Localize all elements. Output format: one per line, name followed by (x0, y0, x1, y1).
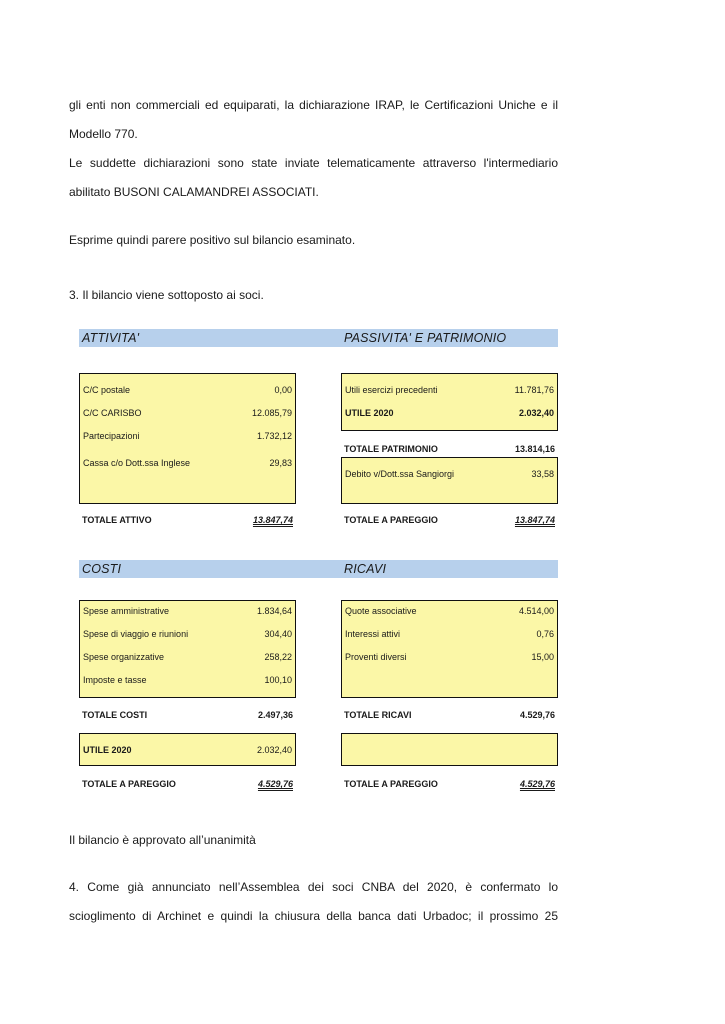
profit-label: UTILE 2020 (83, 745, 132, 755)
cost-value: 100,10 (264, 675, 292, 685)
liabilities-header: PASSIVITA' E PATRIMONIO (344, 331, 507, 345)
equity-value: 2.032,40 (518, 408, 554, 418)
liability-label: Debito v/Dott.ssa Sangiorgi (345, 469, 455, 479)
cost-label: Spese amministrative (83, 606, 170, 616)
paragraph-line: Modello 770. (69, 127, 138, 141)
total-revenues-value: 4.529,76 (519, 710, 555, 720)
equity-label: Utili esercizi precedenti (345, 385, 438, 395)
revenue-label: Quote associative (345, 606, 417, 616)
total-costs-label: TOTALE COSTI (82, 710, 148, 720)
revenues-header: RICAVI (344, 562, 387, 576)
asset-value: 29,83 (269, 458, 292, 468)
asset-label: C/C postale (83, 385, 131, 395)
paragraph-line: abilitato BUSONI CALAMANDREI ASSOCIATI. (69, 185, 319, 199)
asset-label: C/C CARISBO (83, 408, 142, 418)
asset-label: Partecipazioni (83, 431, 140, 441)
right-balance-label: TOTALE A PAREGGIO (344, 779, 438, 789)
asset-value: 1.732,12 (256, 431, 292, 441)
total-equity-value: 13.814,16 (514, 444, 555, 454)
paragraph-line: 4. Come già annunciato nell’Assemblea dei soci CNBA del 2020, è confermato lo (69, 880, 558, 894)
cost-value: 1.834,64 (256, 606, 292, 616)
left-balance-value: 4.529,76 (257, 779, 293, 789)
total-balance-label: TOTALE A PAREGGIO (344, 515, 438, 525)
profit-value: 2.032,40 (256, 745, 292, 755)
income-header-bar (79, 560, 558, 578)
paragraph-line: scioglimento di Archinet e quindi la chiusura della banca dati Urbadoc; il prossimo 25 (69, 909, 558, 923)
revenue-label: Interessi attivi (345, 629, 401, 639)
paragraph-line: Il bilancio è approvato all’unanimità (69, 833, 256, 847)
total-assets-label: TOTALE ATTIVO (82, 515, 152, 525)
asset-value: 12.085,79 (251, 408, 292, 418)
revenue-value: 15,00 (531, 652, 554, 662)
total-balance-value: 13.847,74 (514, 515, 555, 525)
paragraph-line: Le suddette dichiarazioni sono state inviate telematicamente attraverso l'intermediario (69, 156, 558, 170)
liabilities-box (341, 457, 558, 504)
liability-value: 33,58 (531, 469, 554, 479)
empty-revenue-box (341, 733, 558, 766)
cost-label: Imposte e tasse (83, 675, 147, 685)
assets-box (79, 373, 296, 504)
revenues-box (341, 600, 558, 698)
total-assets-value: 13.847,74 (252, 515, 293, 525)
costs-box (79, 600, 296, 698)
cost-value: 304,40 (264, 629, 292, 639)
total-revenues-label: TOTALE RICAVI (344, 710, 412, 720)
cost-label: Spese organizzative (83, 652, 165, 662)
paragraph-line: gli enti non commerciali ed equiparati, la dichiarazione IRAP, le Certificazioni Uniche e il (69, 98, 558, 112)
paragraph-line: Esprime quindi parere positivo sul bilancio esaminato. (69, 233, 356, 247)
paragraph-line: 3. Il bilancio viene sottoposto ai soci. (69, 288, 264, 302)
equity-value: 11.781,76 (514, 385, 554, 395)
right-balance-value: 4.529,76 (519, 779, 555, 789)
revenue-value: 4.514,00 (518, 606, 554, 616)
asset-label: Cassa c/o Dott.ssa Inglese (83, 458, 191, 468)
balance-header-bar (79, 329, 558, 347)
equity-box (341, 373, 558, 431)
cost-label: Spese di viaggio e riunioni (83, 629, 189, 639)
asset-value: 0,00 (274, 385, 292, 395)
assets-header: ATTIVITA' (82, 331, 140, 345)
profit-box (79, 733, 296, 766)
revenue-label: Proventi diversi (345, 652, 407, 662)
total-equity-label: TOTALE PATRIMONIO (344, 444, 438, 454)
costs-header: COSTI (82, 562, 122, 576)
equity-label: UTILE 2020 (345, 408, 394, 418)
cost-value: 258,22 (264, 652, 292, 662)
total-costs-value: 2.497,36 (257, 710, 293, 720)
left-balance-label: TOTALE A PAREGGIO (82, 779, 176, 789)
revenue-value: 0,76 (536, 629, 554, 639)
